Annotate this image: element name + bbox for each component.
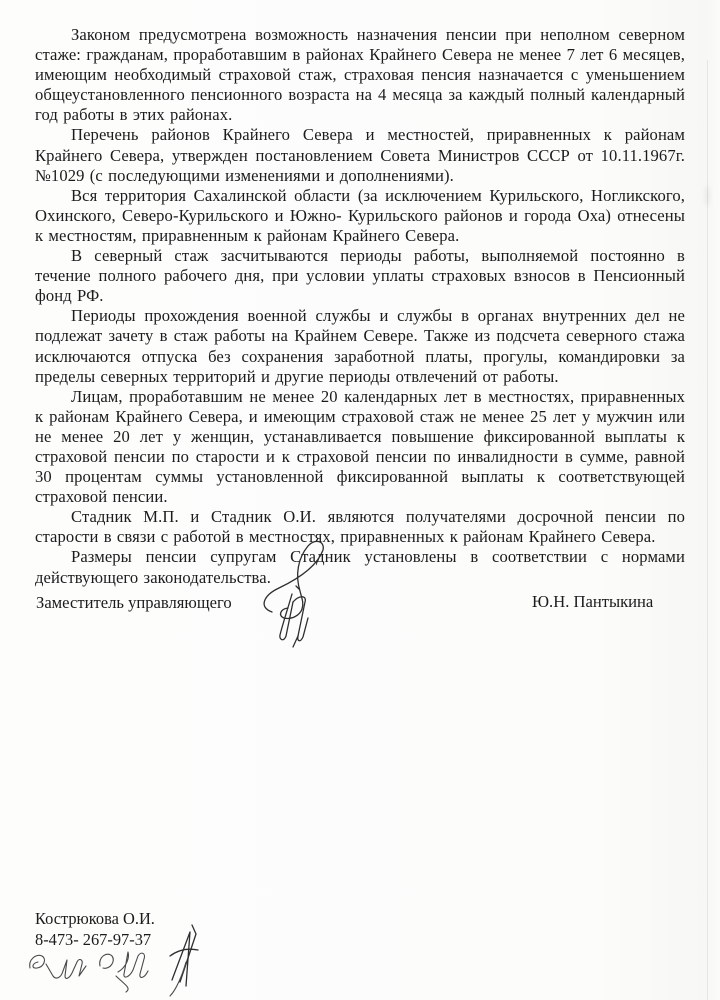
paragraph-military-service-exclusions: Периоды прохождения военной службы и службы в органах внутренних дел не подлежат зачету в стаж работы на Крайнем Севере. Также из подсчета северного стажа исключаются отпуска без сохранения заработной платы, прогулы, командировки за пределы северных территорий и другие периоды отвлечений от работы. (35, 306, 685, 386)
executor-signatures-handwriting (20, 922, 235, 1000)
paragraph-regions-list-decree: Перечень районов Крайнего Севера и местностей, приравненных к районам Крайнего Севера, утвержден постановлением Совета Министров СССР от 10.11.1967г. №1029 (с последующими изменениями и дополнениями). (35, 125, 685, 185)
paragraph-northern-partial-service: Законом предусмотрена возможность назначения пенсии при неполном северном стаже: гражданам, проработавшим в районах Крайнего Севера не менее 7 лет 6 месяцев, имеющим необходимый страховой стаж, страховая пенсия назначается с уменьшением общеустановленного пенсионного возраста на 4 месяца за каждый полный календарный год работы в этих районах. (35, 25, 685, 125)
scan-smudge-artifact (705, 185, 710, 207)
paragraph-pension-amounts: Размеры пенсии супругам Стадник установлены в соответствии с нормами действующего законодательства. (35, 547, 685, 587)
executor-phone: 8-473- 267-97-37 (35, 930, 152, 949)
paragraph-northern-service-counting: В северный стаж засчитываются периоды работы, выполняемой постоянно в течение полного рабочего дня, при условии уплаты страховых взносов в Пенсионный фонд РФ. (35, 246, 685, 306)
paragraph-sakhalin-territory: Вся территория Сахалинской области (за исключением Курильского, Ногликского, Охинского, Северо-Курильского и Южно- Курильского районов и города Оха) отнесены к местностям, приравненным к районам Крайнего Севера. (35, 185, 685, 245)
executor-name: Кострюкова О.И. (35, 909, 155, 928)
signer-name: Ю.Н. Пантыкина (532, 592, 654, 611)
paragraph-fixed-payment-increase: Лицам, проработавшим не менее 20 календарных лет в местностях, приравненных к районам Крайнего Севера, и имеющим страховой стаж не менее 25 лет у мужчин или не менее 20 лет у женщин, устанавливается повышение фиксированной выплаты к страховой пенсии по старости и к страховой пенсии по инвалидности в сумме, равной 30 процентам суммы установленной фиксированной выплаты к соответствующей страховой пенсии. (35, 386, 685, 507)
signer-position-label: Заместитель управляющего (36, 593, 232, 612)
deputy-manager-signature-handwriting (252, 536, 357, 648)
paragraph-stadnik-recipients: Стадник М.П. и Стадник О.И. являются получателями досрочной пенсии по старости в связи с работой в местностях, приравненных к районам Крайнего Севера. (35, 507, 685, 547)
document-text (35, 25, 685, 588)
